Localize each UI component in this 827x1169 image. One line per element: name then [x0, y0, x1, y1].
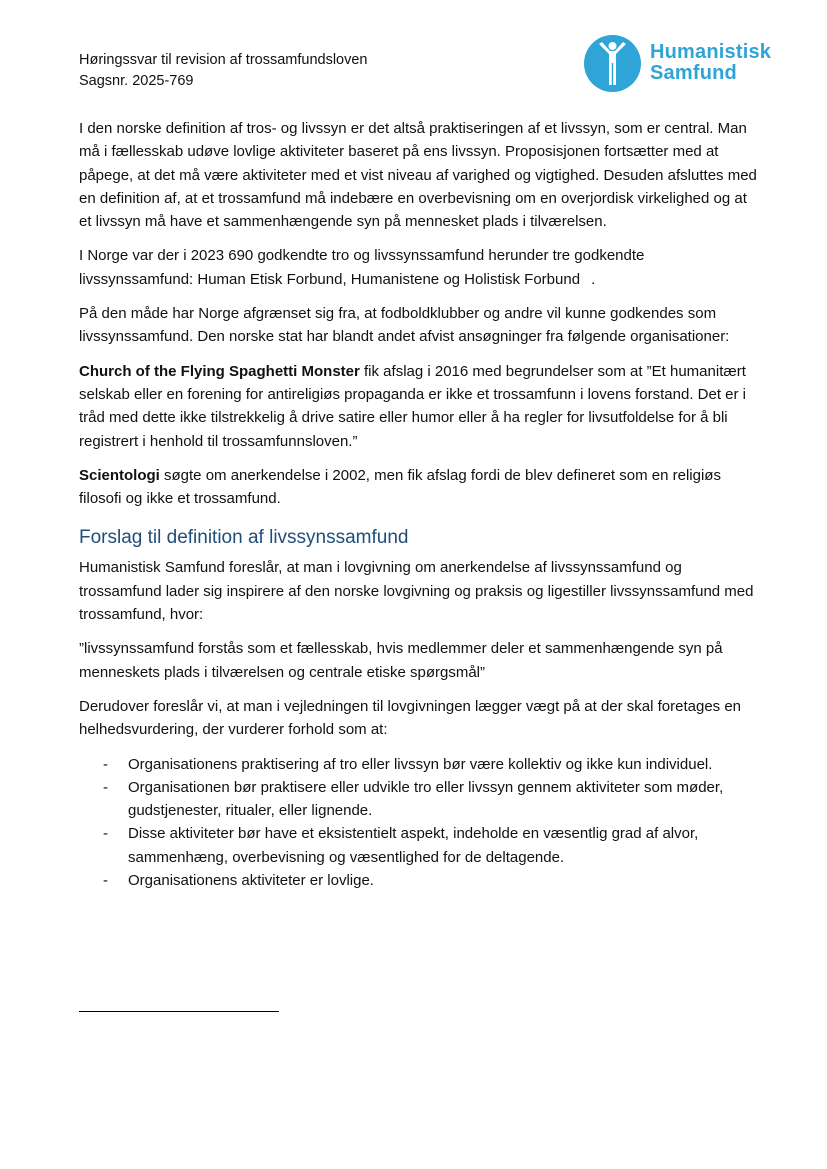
paragraph-norway-count-text: I Norge var der i 2023 690 godkendte tro og livssynssamfund herunder tre godkendte livssynssamfund: Human Etisk Forbund, Humanistene og Holistisk Forbund: [79, 247, 645, 288]
humanistisk-samfund-logo: [584, 33, 784, 93]
criteria-list: [79, 753, 759, 893]
bullet-marker: -: [103, 778, 108, 796]
list-item-text: Organisationen bør praktisere eller udvikle tro eller livssyn gennem aktiviteter som møder, gudstjenester, ritualer, eller lignende.: [128, 778, 724, 820]
list-item-text: Organisationens praktisering af tro eller livssyn bør være kollektiv og ikke kun individuel.: [128, 755, 713, 773]
list-item-text: Organisationens aktiviteter er lovlige.: [128, 872, 374, 890]
person-icon: [584, 35, 641, 92]
paragraph-flying-spaghetti-monster: [79, 360, 759, 453]
paragraph-guidance: Derudover foreslår vi, at man i vejledningen til lovgivningen lægger vægt på at der skal foretages en helhedsvurdering, der vurderer forhold som at:: [79, 697, 742, 739]
header-title: Høringssvar til revision af trossamfundsloven: [79, 52, 368, 68]
logo-wordmark: [650, 42, 771, 84]
paragraph-norway-count: [79, 244, 759, 291]
organisation-name-scientology: Scientologi: [79, 466, 160, 484]
paragraph-norwegian-definition: I den norske definition af tros- og livssyn er det altså praktiseringen af et livssyn, som er central. Man må i fællesskab udøve lovlige aktiviteter baseret på ens livssyn. Proposisjonen fortsætter med at påpege, at det må være aktiviteter med et vist niveau af varighed og vigtighed. Desuden afsluttes med en definition af, at et trossamfund må indebære en overbevisning om en overjordisk virkelighed og at et livssyn må have et sammenhængende syn på mennesket plads i tilværelsen.: [79, 120, 757, 231]
section-heading: Forslag til definition af livssynssamfund: [79, 527, 409, 549]
document-body: [79, 117, 759, 892]
paragraph-proposal: Humanistisk Samfund foreslår, at man i lovgivning om anerkendelse af livssynssamfund og trossamfund lader sig inspirere af den norske lovgivning og praksis og ligestiller livssynssamfund med trossamfund, hvor:: [79, 559, 754, 624]
list-item: [79, 822, 759, 869]
document-header: [79, 50, 368, 92]
bullet-marker: -: [103, 872, 108, 890]
paragraph-scientology-text: søgte om anerkendelse i 2002, men fik afslag fordi de blev defineret som en religiøs filosofi og ikke et trossamfund.: [79, 466, 721, 508]
bullet-marker: -: [103, 825, 108, 843]
bullet-marker: -: [103, 755, 108, 773]
paragraph-scientology: [79, 464, 759, 511]
footnote-separator: [79, 1011, 279, 1012]
paragraph-definition-quote: ”livssynssamfund forstås som et fællesskab, hvis medlemmer deler et sammenhængende syn på menneskets plads i tilværelsen og centrale etiske spørgsmål”: [79, 640, 723, 681]
paragraph-fsm-text: fik afslag i 2016 med begrundelser som at ”Et humanitært selskab eller en forening for antireligiøs propaganda er ikke et trossamfunn i lovens forstand. Det er i tråd med dette ikke tilstrekkelig å drive satire eller humor eller å ha regler for livsutfoldelse for å bli registrert i henhold til trossamfunnsloven.”: [79, 362, 747, 450]
header-case-number: Sagsnr. 2025-769: [79, 73, 194, 89]
paragraph-norway-delimitation: På den måde har Norge afgrænset sig fra, at fodboldklubber og andre vil kunne godkendes som livssynssamfund. Den norske stat har blandt andet afvist ansøgninger fra følgende organisationer:: [79, 305, 730, 346]
logo-word-humanistisk: Humanistisk: [650, 41, 772, 63]
organisation-name-fsm: Church of the Flying Spaghetti Monster: [79, 362, 360, 380]
list-item: [79, 753, 759, 776]
paragraph-norway-count-end: .: [591, 270, 596, 288]
logo-word-samfund: Samfund: [650, 62, 737, 84]
list-item: [79, 869, 759, 892]
list-item: [79, 776, 759, 823]
list-item-text: Disse aktiviteter bør have et eksistentielt aspekt, indeholde en væsentlig grad af alvor, sammenhæng, overbevisning og væsentlighed for de deltagende.: [128, 825, 699, 866]
